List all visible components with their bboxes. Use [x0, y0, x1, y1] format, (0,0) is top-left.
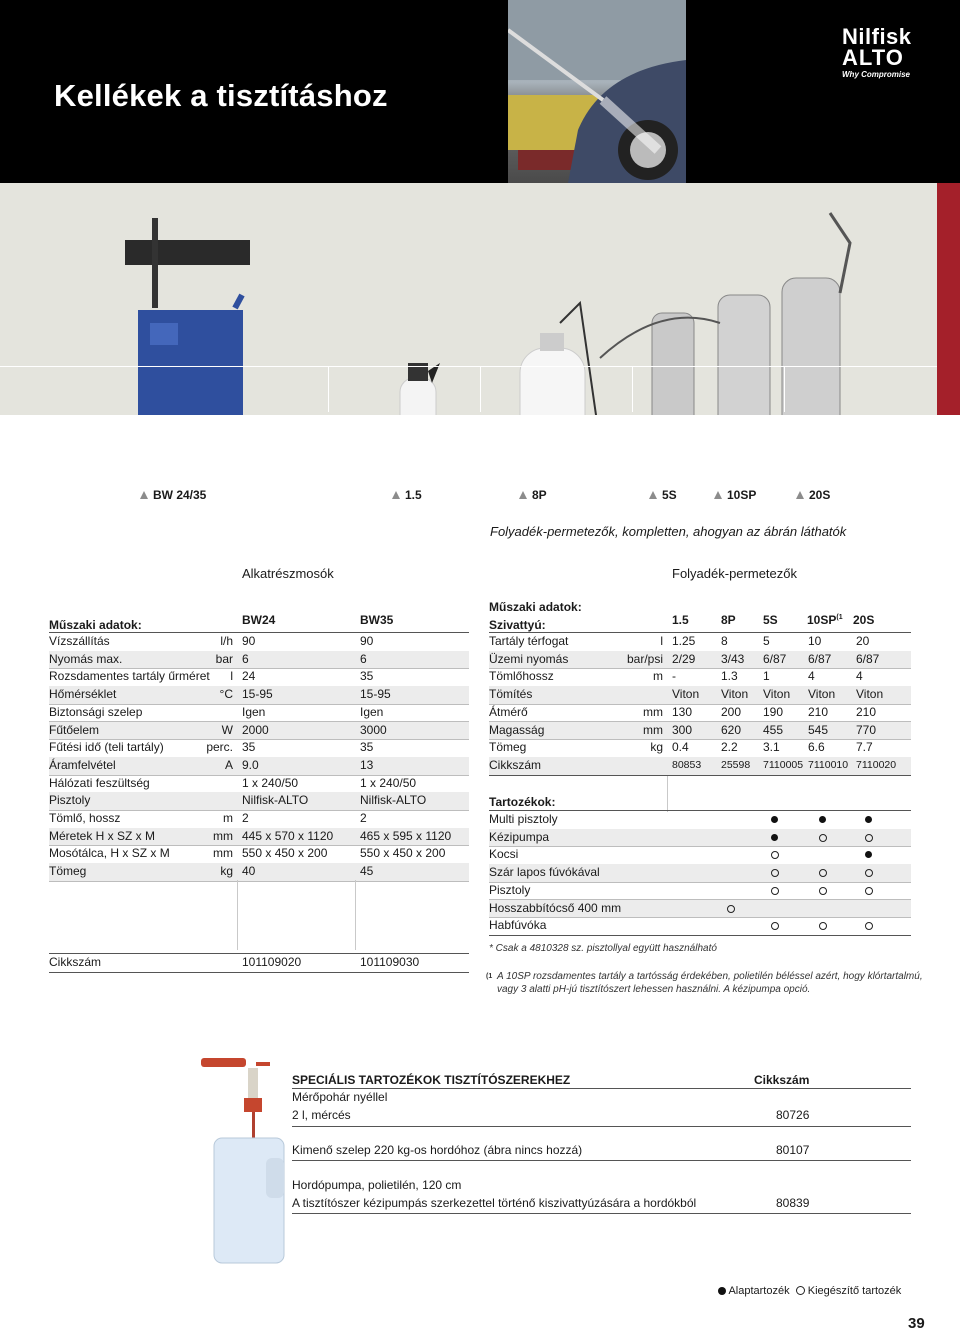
footnote-marker-text: (1: [486, 973, 493, 980]
spec-unit: kg: [220, 864, 233, 879]
product-label-text: 8P: [532, 488, 547, 502]
triangle-icon: [140, 491, 148, 499]
open-circle-icon: [771, 869, 779, 877]
spec-label: Magasság: [489, 722, 545, 737]
product-label: [392, 488, 422, 502]
spec-row: [489, 651, 911, 670]
open-circle-icon: [727, 905, 735, 913]
spec-value: 10: [808, 634, 822, 648]
spec-unit: A: [224, 757, 233, 772]
spec-value-bw35: 13: [360, 757, 374, 772]
spec-header-label: Műszaki adatok:: [49, 618, 142, 632]
spec-unit: perc.: [206, 740, 233, 755]
spec-label: Üzemi nyomás: [489, 651, 569, 666]
spec-value: 1.25: [672, 634, 696, 648]
spec-value: 7110020: [856, 758, 897, 771]
figure-caption: Folyadék-permetezők, kompletten, ahogyan az ábrán láthatók: [490, 524, 847, 539]
accessory-code: 80726: [776, 1108, 810, 1122]
spec-value-bw24: 90: [242, 634, 256, 648]
filled-dot-icon: [819, 816, 826, 823]
product-image-band: [0, 183, 937, 415]
spec-row: [49, 828, 469, 847]
filled-dot-icon: [771, 834, 778, 841]
spec-unit: bar/psi: [626, 651, 663, 666]
spec-value-bw35: Nilfisk-ALTO: [360, 793, 427, 808]
spec-label: Átmérő: [489, 704, 528, 719]
spec-value-bw24: 2: [242, 811, 249, 825]
accessory-label: Multi pisztoly: [489, 812, 558, 826]
accessory-products-image: [196, 1058, 288, 1271]
open-circle-icon: [865, 922, 873, 930]
spec-value: 1: [763, 669, 770, 684]
logo-tagline: Why Compromise: [842, 70, 911, 79]
spec-value-bw35: 465 x 595 x 1120: [360, 828, 452, 843]
spec-label: Cikkszám: [489, 757, 542, 772]
spec-value: 130: [672, 704, 693, 719]
spec-label: Hálózati feszültség: [49, 775, 150, 790]
product-label-text: 10SP: [727, 488, 757, 502]
spec-value: 190: [763, 704, 784, 719]
band-divider: [632, 366, 633, 412]
accessory-label: Kézipumpa: [489, 829, 550, 844]
spec-unit: mm: [213, 828, 233, 843]
spec-label: Áramfelvétel: [49, 757, 116, 772]
spec-value: 4: [808, 669, 815, 684]
accessory-label: Habfúvóka: [489, 918, 547, 933]
spec-value-bw24: 35: [242, 740, 256, 755]
sprayer-8p-image: [520, 303, 600, 415]
spec-value-bw24: 9.0: [242, 757, 259, 772]
spec-value-bw35: 45: [360, 864, 374, 879]
spec-value: 7110010: [808, 758, 849, 771]
spec-row: [49, 775, 469, 794]
spec-value-bw35: 3000: [360, 722, 387, 737]
product-label-text: BW 24/35: [153, 488, 207, 502]
product-label-text: 20S: [809, 488, 831, 502]
spec-unit: kg: [650, 740, 663, 755]
spec-value: 2.2: [721, 740, 738, 755]
spec-value-bw35: 35: [360, 740, 374, 755]
open-circle-icon: [771, 887, 779, 895]
spec-label: Tömítés: [489, 687, 533, 702]
spec-value-bw35: 90: [360, 634, 374, 648]
product-label: [796, 488, 830, 502]
spec-value: 210: [856, 704, 877, 719]
section-title-parts-washers: Alkatrészmosók: [242, 566, 334, 581]
spec-label: Tömeg: [49, 864, 87, 879]
triangle-icon: [392, 491, 400, 499]
triangle-icon: [519, 491, 527, 499]
spec-value-bw24: 1 x 240/50: [242, 775, 299, 790]
spec-label: Rozsdamentes tartály űrméret: [49, 669, 210, 684]
spec-row: [489, 668, 911, 687]
spec-value: 1.3: [721, 669, 738, 684]
spec-value-bw35: 15-95: [360, 687, 391, 702]
accessory-row: [292, 1142, 911, 1161]
spec-label: Nyomás max.: [49, 651, 123, 666]
spec-value: 7110005: [763, 758, 804, 771]
col-header: 20S: [853, 613, 875, 627]
sprayer-1-5-image: [400, 363, 440, 415]
spec-row: [489, 704, 911, 723]
col-header-bw35: BW35: [360, 613, 394, 627]
spec-value: 25598: [721, 758, 751, 771]
page-title: Kellékek a tisztításhoz: [54, 78, 388, 113]
accent-red-bar: [937, 183, 960, 415]
col-header: 8P: [721, 613, 736, 627]
spec-value-bw35: 550 x 450 x 200: [360, 846, 446, 861]
spec-value: 5: [763, 634, 770, 648]
footnote-10sp-line2: vagy 3 alatti pH-jú tisztítószert lehessen használni. A kézipumpa opció.: [497, 984, 811, 995]
accessory-label: Hosszabbítócső 400 mm: [489, 900, 622, 915]
spec-value: 4: [856, 669, 863, 684]
spec-value: -: [672, 669, 676, 684]
footnote-star: * Csak a 4810328 sz. pisztollyal együtt használható: [489, 943, 717, 954]
spec-unit: mm: [213, 846, 233, 861]
accessory-desc: 2 l, mércés: [292, 1108, 351, 1122]
spec-value: 2/29: [672, 651, 696, 666]
accessory-row: [292, 1089, 911, 1127]
filled-dot-icon: [865, 816, 872, 823]
legend-optional: Kiegészítő tartozék: [807, 1285, 902, 1297]
spec-row: [49, 686, 469, 705]
spec-value: Viton: [672, 687, 700, 702]
spec-value: 6/87: [763, 651, 787, 666]
spec-value: Viton: [856, 687, 884, 702]
triangle-icon: [714, 491, 722, 499]
spec-row: [49, 863, 469, 882]
spec-label: Fűtőelem: [49, 722, 100, 737]
spec-value-bw35: 2: [360, 811, 367, 825]
spec-row: [49, 668, 469, 687]
band-divider: [328, 366, 329, 412]
spec-label: Vízszállítás: [49, 634, 110, 648]
open-circle-icon: [771, 922, 779, 930]
accessory-row: [489, 811, 911, 830]
page-number: 39: [908, 1315, 925, 1332]
footnote-marker: (1: [836, 614, 843, 621]
cikkszam-header: Cikkszám: [754, 1073, 810, 1087]
column-divider: [355, 880, 356, 950]
filled-dot-icon: [865, 851, 872, 858]
col-header-bw24: BW24: [242, 613, 276, 627]
spec-value-bw24: 445 x 570 x 1120: [242, 828, 334, 843]
spec-value-bw35: 35: [360, 669, 374, 684]
spec-value: Viton: [763, 687, 791, 702]
triangle-icon: [649, 491, 657, 499]
accessories-title: Tartozékok:: [489, 795, 556, 809]
spec-label: Tömeg: [489, 740, 527, 755]
spec-row: [49, 757, 469, 776]
spec-value: 545: [808, 722, 829, 737]
spec-header-label: Műszaki adatok:: [489, 600, 582, 614]
triangle-icon: [796, 491, 804, 499]
spec-unit: bar: [215, 651, 233, 666]
spec-value: 300: [672, 722, 693, 737]
spec-unit: m: [653, 669, 663, 684]
stainless-sprayers-image: [600, 213, 850, 415]
column-divider: [237, 880, 238, 950]
accessory-row: [489, 846, 911, 865]
spec-label: Tartály térfogat: [489, 634, 569, 648]
accessory-row: [489, 829, 911, 848]
spec-row: [49, 792, 469, 811]
legend-basic: Alaptartozék: [728, 1285, 790, 1297]
accessory-code: 80839: [776, 1196, 810, 1210]
footnote-marker: [486, 970, 492, 986]
accessory-row: [489, 882, 911, 901]
spec-row: [49, 722, 469, 741]
spec-row: [49, 739, 469, 758]
open-circle-icon: [819, 869, 827, 877]
section-title-sprayers: Folyadék-permetezők: [672, 566, 797, 581]
spec-unit: l/h: [220, 634, 233, 648]
spec-value: 20: [856, 634, 870, 648]
spec-value: 6.6: [808, 740, 825, 755]
spec-row: [49, 633, 469, 652]
spec-value: 6/87: [808, 651, 832, 666]
spec-row: [49, 810, 469, 829]
col-header: [807, 613, 843, 627]
spec-value-bw24: Nilfisk-ALTO: [242, 793, 309, 808]
spec-unit: mm: [643, 722, 663, 737]
spec-value: 210: [808, 704, 829, 719]
logo-text-1: Nilfisk: [842, 24, 912, 49]
spec-unit: mm: [643, 704, 663, 719]
spec-value: 7.7: [856, 740, 873, 755]
spec-row: [49, 845, 469, 864]
accessory-name: Kimenő szelep 220 kg-os hordóhoz (ábra nincs hozzá): [292, 1143, 583, 1157]
parts-washer-image: [125, 218, 250, 415]
spec-label: Biztonsági szelep: [49, 704, 143, 719]
open-circle-icon: [819, 834, 827, 842]
spec-value: 0.4: [672, 740, 689, 755]
column-divider: [667, 776, 668, 812]
spec-unit: l: [230, 669, 233, 684]
spec-value-bw24: 40: [242, 864, 256, 879]
accessory-label: Pisztoly: [489, 882, 531, 897]
spec-value-bw24: 15-95: [242, 687, 273, 702]
spec-value: 8: [721, 634, 728, 648]
filled-dot-icon: [771, 816, 778, 823]
accessory-code: 80107: [776, 1143, 810, 1157]
cikkszam-row: [49, 953, 469, 973]
spec-value-bw35: Igen: [360, 704, 384, 719]
open-circle-icon: [865, 887, 873, 895]
legend: [718, 1285, 901, 1297]
open-circle-icon: [819, 922, 827, 930]
open-circle-icon: [796, 1286, 805, 1295]
spec-label: Tömlőhossz: [489, 669, 554, 684]
accessory-row: [489, 900, 911, 919]
nilfisk-alto-logo: [842, 26, 912, 79]
col-header: 1.5: [672, 613, 689, 627]
spec-value-bw24: 550 x 450 x 200: [242, 846, 328, 861]
spec-value-bw24: 2000: [242, 722, 269, 737]
filled-dot-icon: [718, 1287, 726, 1295]
open-circle-icon: [819, 887, 827, 895]
spec-value: 770: [856, 722, 877, 737]
spec-label: Fűtési idő (teli tartály): [49, 740, 164, 755]
product-label: [714, 488, 756, 502]
spec-row: [489, 633, 911, 652]
spec-value: 455: [763, 722, 784, 737]
spec-value: Viton: [808, 687, 836, 702]
footnote-10sp-line1: A 10SP rozsdamentes tartály a tartósság érdekében, polietilén béléssel azért, hogy klórtartalmú,: [497, 971, 923, 982]
car-washing-photo: [508, 0, 686, 183]
spec-label: Pisztoly: [49, 793, 91, 808]
cikkszam-bw24: 101109020: [242, 955, 302, 969]
spec-row: [489, 722, 911, 741]
spec-row: [49, 704, 469, 723]
spec-value: 3/43: [721, 651, 745, 666]
spec-value: 6/87: [856, 651, 880, 666]
spec-label: Tömlő, hossz: [49, 811, 121, 825]
col-header-text: 10SP: [807, 613, 837, 627]
cikkszam-label: Cikkszám: [49, 955, 102, 969]
product-label-text: 5S: [662, 488, 677, 502]
accessory-desc: A tisztítószer kézipumpás szerkezettel történő kiszivattyúzására a hordókból: [292, 1196, 697, 1210]
spec-label: Hőmérséklet: [49, 687, 117, 702]
spec-value-bw35: 1 x 240/50: [360, 775, 417, 790]
band-divider: [0, 366, 937, 367]
spec-value: 200: [721, 704, 742, 719]
spec-value-bw24: 6: [242, 651, 249, 666]
spec-value: Viton: [721, 687, 749, 702]
accessory-name: Hordópumpa, polietilén, 120 cm: [292, 1178, 462, 1192]
accessory-row: [489, 864, 911, 883]
spec-row: [489, 686, 911, 705]
accessory-name: Mérőpohár nyéllel: [292, 1090, 388, 1104]
product-label: [649, 488, 677, 502]
special-accessories-title: SPECIÁLIS TARTOZÉKOK TISZTÍTÓSZEREKHEZ: [292, 1073, 571, 1087]
spec-row: [489, 757, 911, 776]
product-label: [140, 488, 206, 502]
spec-value: 620: [721, 722, 742, 737]
accessory-row: [489, 917, 911, 936]
accessory-row: [292, 1177, 911, 1214]
spec-row: [49, 651, 469, 670]
open-circle-icon: [865, 869, 873, 877]
band-divider: [784, 366, 785, 412]
spec-unit: l: [660, 634, 663, 648]
spec-unit: W: [221, 722, 233, 737]
spec-label: Mosótálca, H x SZ x M: [49, 846, 170, 861]
spec-value-bw24: Igen: [242, 704, 266, 719]
band-divider: [480, 366, 481, 412]
spec-value-bw35: 6: [360, 651, 367, 666]
pump-header-label: Szivattyú:: [489, 618, 546, 632]
spec-label: Méretek H x SZ x M: [49, 828, 156, 843]
spec-row: [489, 739, 911, 758]
accessory-label: Szár lapos fúvókával: [489, 865, 600, 880]
spec-value: 80853: [672, 758, 702, 771]
open-circle-icon: [865, 834, 873, 842]
spec-value-bw24: 24: [242, 669, 256, 684]
col-header: 5S: [763, 613, 778, 627]
spec-value: 3.1: [763, 740, 780, 755]
accessory-label: Kocsi: [489, 847, 519, 862]
product-label-text: 1.5: [405, 488, 422, 502]
product-label: [519, 488, 547, 502]
logo-text-2: ALTO: [842, 45, 904, 70]
spec-unit: °C: [219, 687, 233, 702]
cikkszam-bw35: 101109030: [360, 955, 420, 969]
open-circle-icon: [771, 851, 779, 859]
spec-unit: m: [223, 811, 233, 825]
